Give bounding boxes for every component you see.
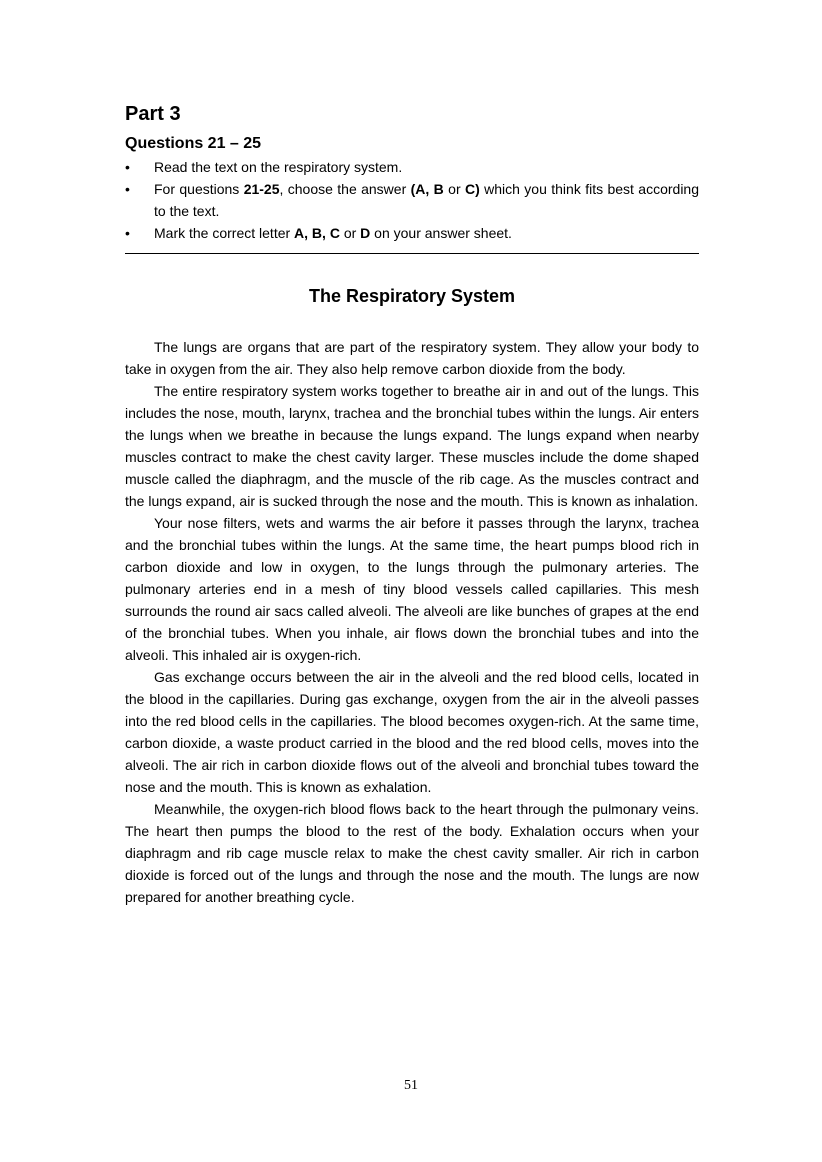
paragraph: The entire respiratory system works together to breathe air in and out of the lungs. This includes the nose, mouth, larynx, trachea and the bronchial tubes within the lungs. Air enters the lungs when we breathe in because the lungs expand. The lungs expand when nearby muscles contract to make the chest cavity larger. These muscles include the dome shaped muscle called the diaphragm, and the muscle of the rib cage. As the muscles contract and the lungs expand, air is sucked through the nose and the mouth. This is known as inhalation.: [125, 383, 699, 509]
instruction-text: on your answer sheet.: [370, 225, 512, 241]
text-title: The Respiratory System: [308, 286, 516, 306]
page-number: 51: [404, 1078, 418, 1093]
instruction-text: , choose the answer: [279, 181, 411, 197]
instruction-text: Mark the correct letter: [154, 225, 295, 241]
instruction-text: or: [443, 181, 465, 197]
instruction-text: For questions: [154, 181, 244, 197]
questions-title: Questions 21 – 25: [125, 135, 262, 152]
instruction-text: or: [339, 225, 361, 241]
instruction-emphasis: A, B, C: [294, 225, 340, 241]
instruction-emphasis: C): [464, 181, 480, 197]
instruction-item: [125, 178, 699, 222]
instruction-item: [125, 222, 699, 244]
instruction-text: which you think fits best according to the text.: [154, 181, 699, 219]
bullet-icon: •: [125, 181, 130, 197]
paragraph: Your nose filters, wets and warms the air before it passes through the larynx, trachea and the bronchial tubes within the lungs. At the same time, the heart pumps blood rich in carbon dioxide and low in oxygen, to the lungs through the pulmonary arteries. The pulmonary arteries end in a mesh of tiny blood vessels called capillaries. This mesh surrounds the round air sacs called alveoli. The alveoli are like bunches of grapes at the end of the bronchial tubes. When you inhale, air flows down the bronchial tubes and into the alveoli. This inhaled air is oxygen-rich.: [125, 515, 699, 663]
bullet-icon: •: [125, 159, 130, 175]
instructions-list: [125, 156, 699, 244]
instruction-text: Read the text on the respiratory system.: [154, 159, 403, 175]
instruction-emphasis: D: [360, 225, 371, 241]
instruction-emphasis: (A, B: [410, 181, 444, 197]
paragraph: The lungs are organs that are part of the respiratory system. They allow your body to take in oxygen from the air. They also help remove carbon dioxide from the body.: [125, 339, 699, 377]
section-divider: [125, 253, 699, 254]
bullet-icon: •: [125, 225, 130, 241]
paragraph: Meanwhile, the oxygen-rich blood flows back to the heart through the pulmonary veins. The heart then pumps the blood to the rest of the body. Exhalation occurs when your diaphragm and rib cage muscle relax to make the chest cavity smaller. Air rich in carbon dioxide is forced out of the lungs and through the nose and the mouth. The lungs are now prepared for another breathing cycle.: [125, 801, 699, 905]
instruction-emphasis: 21-25: [243, 181, 280, 197]
document-page: [125, 100, 699, 908]
reading-text: [125, 336, 699, 908]
part-title: Part 3: [125, 103, 181, 125]
paragraph: Gas exchange occurs between the air in the alveoli and the red blood cells, located in the blood in the capillaries. During gas exchange, oxygen from the air in the alveoli passes into the red blood cells in the capillaries. The blood becomes oxygen-rich. At the same time, carbon dioxide, a waste product carried in the blood and the red blood cells, moves into the alveoli. The air rich in carbon dioxide flows out of the alveoli and bronchial tubes toward the nose and the mouth. This is known as exhalation.: [125, 669, 699, 795]
instruction-item: [125, 156, 699, 178]
